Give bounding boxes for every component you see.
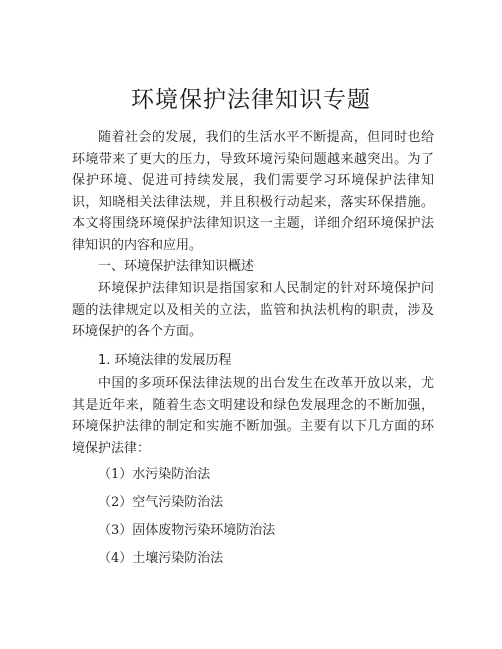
subsection-number: 1. (98, 353, 111, 368)
list-item: （2）空气污染防治法 (98, 495, 224, 510)
history-paragraph: 中国的多项环保法律法规的出台发生在改革开放以来，尤其是近年来，随着生态文明建设和绿色发展理念的不断加强，环境保护法律的制定和实施不断加强。主要有以下几方面的环境保护法律： (72, 376, 434, 456)
subsection-heading-history (98, 350, 232, 372)
intro-paragraph: 随着社会的发展，我们的生活水平不断提高，但同时也给环境带来了更大的压力，导致环境污染问题越来越突出。为了保护环境、促进可持续发展，我们需要学习环境保护法律知识，知晓相关法律法规，并且积极行动起来，落实环保措施。本文将围绕环境保护法律知识这一主题，详细介绍环境保护法律知识的内容和应用。 (72, 130, 434, 253)
list-item: （4）土壤污染防治法 (98, 551, 224, 566)
document-title: 环境保护法律知识专题 (131, 87, 371, 113)
section-heading-overview: 一、环境保护法律知识概述 (98, 259, 255, 274)
overview-paragraph: 环境保护法律知识是指国家和人民制定的针对环境保护问题的法律规定以及相关的立法，监管和执法机构的职责，涉及环境保护的各个方面。 (72, 281, 434, 339)
list-item: （3）固体废物污染环境防治法 (98, 523, 276, 538)
subsection-title: 环境法律的发展历程 (114, 353, 232, 368)
list-item: （1）水污染防治法 (98, 467, 211, 482)
